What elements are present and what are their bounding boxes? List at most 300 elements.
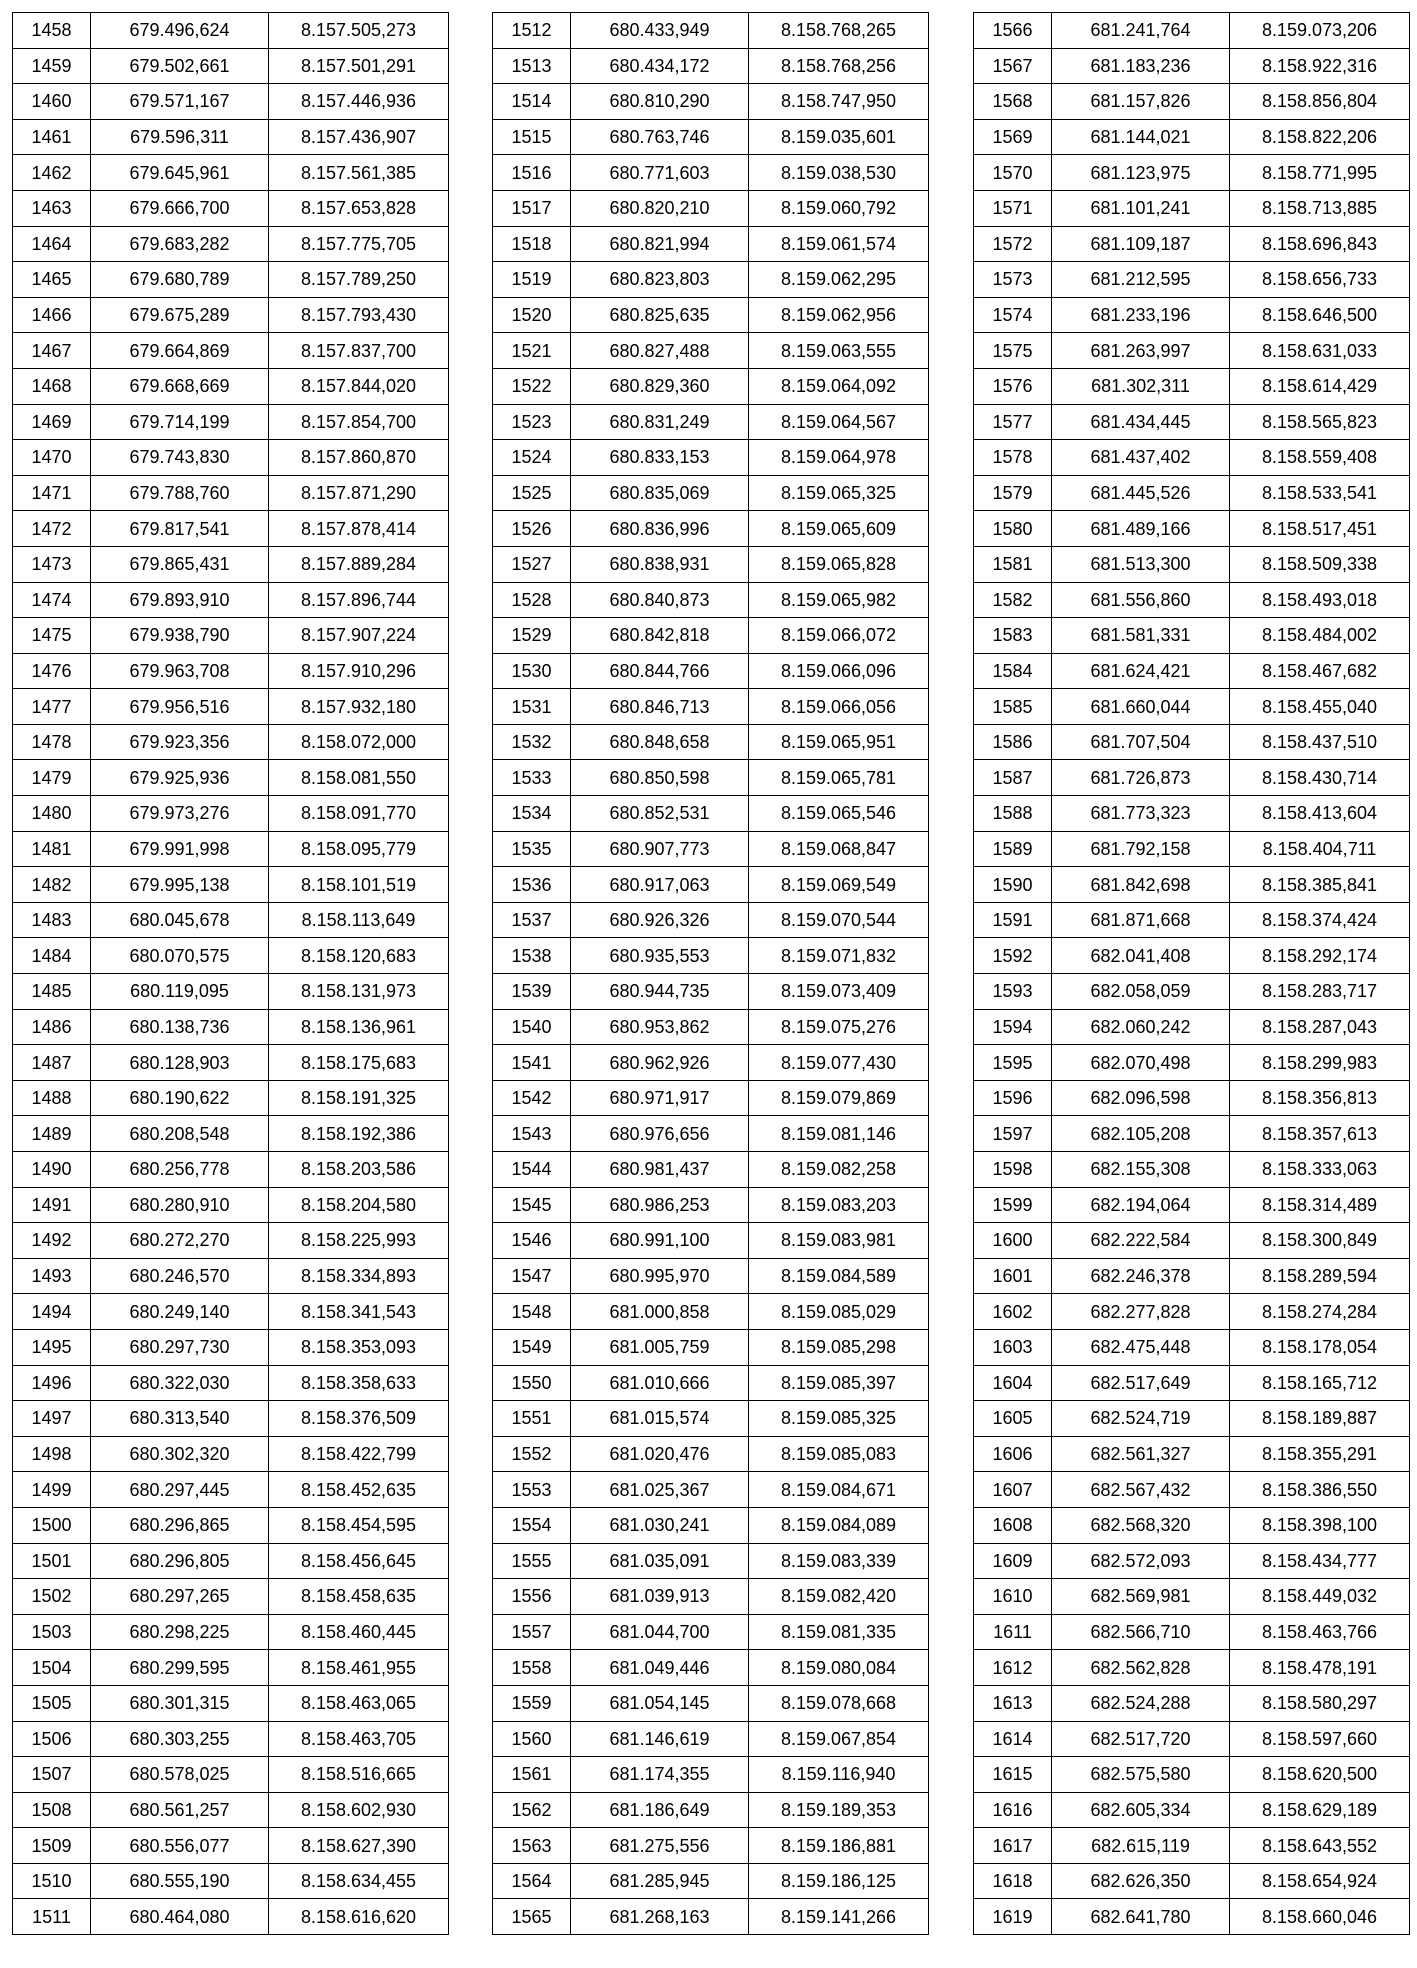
y-coordinate-cell: 8.157.910,296 (269, 653, 449, 689)
point-id-cell: 1475 (13, 618, 91, 654)
point-id-cell: 1488 (13, 1080, 91, 1116)
y-coordinate-cell: 8.158.437,510 (1230, 724, 1410, 760)
table-row (13, 1899, 449, 1935)
table-row (974, 404, 1410, 440)
x-coordinate-cell: 680.825,635 (571, 297, 749, 333)
point-id-cell: 1615 (974, 1757, 1052, 1793)
point-id-cell: 1465 (13, 262, 91, 298)
x-coordinate-cell: 680.297,265 (91, 1579, 269, 1615)
y-coordinate-cell: 8.159.066,072 (749, 618, 929, 654)
x-coordinate-cell: 681.020,476 (571, 1436, 749, 1472)
table-row (974, 1899, 1410, 1935)
point-id-cell: 1616 (974, 1792, 1052, 1828)
point-id-cell: 1512 (493, 13, 571, 49)
x-coordinate-cell: 681.842,698 (1052, 867, 1230, 903)
y-coordinate-cell: 8.158.434,777 (1230, 1543, 1410, 1579)
x-coordinate-cell: 679.714,199 (91, 404, 269, 440)
x-coordinate-cell: 681.792,158 (1052, 831, 1230, 867)
x-coordinate-cell: 681.025,367 (571, 1472, 749, 1508)
table-row (974, 13, 1410, 49)
point-id-cell: 1570 (974, 155, 1052, 191)
x-coordinate-cell: 680.821,994 (571, 226, 749, 262)
x-coordinate-cell: 680.810,290 (571, 84, 749, 120)
x-coordinate-cell: 681.186,649 (571, 1792, 749, 1828)
y-coordinate-cell: 8.158.081,550 (269, 760, 449, 796)
x-coordinate-cell: 681.101,241 (1052, 190, 1230, 226)
table-row (974, 511, 1410, 547)
table-row (493, 1152, 929, 1188)
table-row (493, 226, 929, 262)
point-id-cell: 1521 (493, 333, 571, 369)
table-row (13, 582, 449, 618)
y-coordinate-cell: 8.159.071,832 (749, 938, 929, 974)
x-coordinate-cell: 681.174,355 (571, 1757, 749, 1793)
point-id-cell: 1516 (493, 155, 571, 191)
table-row (974, 1721, 1410, 1757)
table-row (493, 1650, 929, 1686)
x-coordinate-cell: 680.434,172 (571, 48, 749, 84)
point-id-cell: 1525 (493, 475, 571, 511)
x-coordinate-cell: 679.645,961 (91, 155, 269, 191)
x-coordinate-cell: 682.641,780 (1052, 1899, 1230, 1935)
y-coordinate-cell: 8.158.091,770 (269, 796, 449, 832)
point-id-cell: 1589 (974, 831, 1052, 867)
y-coordinate-cell: 8.158.289,594 (1230, 1258, 1410, 1294)
table-row (493, 84, 929, 120)
point-id-cell: 1473 (13, 546, 91, 582)
table-row (13, 119, 449, 155)
table-row (974, 190, 1410, 226)
y-coordinate-cell: 8.159.065,951 (749, 724, 929, 760)
table-row (974, 155, 1410, 191)
x-coordinate-cell: 681.005,759 (571, 1329, 749, 1365)
y-coordinate-cell: 8.158.449,032 (1230, 1579, 1410, 1615)
y-coordinate-cell: 8.158.458,635 (269, 1579, 449, 1615)
point-id-cell: 1496 (13, 1365, 91, 1401)
x-coordinate-cell: 682.569,981 (1052, 1579, 1230, 1615)
x-coordinate-cell: 680.991,100 (571, 1223, 749, 1259)
table-row (13, 1152, 449, 1188)
y-coordinate-cell: 8.159.035,601 (749, 119, 929, 155)
x-coordinate-cell: 681.445,526 (1052, 475, 1230, 511)
point-id-cell: 1476 (13, 653, 91, 689)
point-id-cell: 1610 (974, 1579, 1052, 1615)
table-row (974, 546, 1410, 582)
y-coordinate-cell: 8.157.505,273 (269, 13, 449, 49)
table-row (974, 974, 1410, 1010)
table-row (493, 1294, 929, 1330)
x-coordinate-cell: 681.109,187 (1052, 226, 1230, 262)
table-row (493, 1258, 929, 1294)
x-coordinate-cell: 680.313,540 (91, 1401, 269, 1437)
y-coordinate-cell: 8.159.085,083 (749, 1436, 929, 1472)
point-id-cell: 1562 (493, 1792, 571, 1828)
y-coordinate-cell: 8.158.292,174 (1230, 938, 1410, 974)
table-row (974, 119, 1410, 155)
point-id-cell: 1609 (974, 1543, 1052, 1579)
point-id-cell: 1581 (974, 546, 1052, 582)
point-id-cell: 1520 (493, 297, 571, 333)
x-coordinate-cell: 679.995,138 (91, 867, 269, 903)
point-id-cell: 1618 (974, 1863, 1052, 1899)
table-row (13, 1009, 449, 1045)
table-row (493, 1614, 929, 1650)
y-coordinate-cell: 8.158.643,552 (1230, 1828, 1410, 1864)
table-row (493, 190, 929, 226)
table-row (974, 1614, 1410, 1650)
x-coordinate-cell: 679.675,289 (91, 297, 269, 333)
x-coordinate-cell: 680.842,818 (571, 618, 749, 654)
point-id-cell: 1494 (13, 1294, 91, 1330)
table-row (974, 1116, 1410, 1152)
y-coordinate-cell: 8.158.463,065 (269, 1685, 449, 1721)
y-coordinate-cell: 8.158.455,040 (1230, 689, 1410, 725)
x-coordinate-cell: 681.183,236 (1052, 48, 1230, 84)
x-coordinate-cell: 681.049,446 (571, 1650, 749, 1686)
y-coordinate-cell: 8.157.653,828 (269, 190, 449, 226)
y-coordinate-cell: 8.159.082,258 (749, 1152, 929, 1188)
table-row (974, 1828, 1410, 1864)
table-row (13, 1614, 449, 1650)
point-id-cell: 1550 (493, 1365, 571, 1401)
point-id-cell: 1477 (13, 689, 91, 725)
point-id-cell: 1489 (13, 1116, 91, 1152)
y-coordinate-cell: 8.158.516,665 (269, 1757, 449, 1793)
point-id-cell: 1487 (13, 1045, 91, 1081)
table-row (974, 333, 1410, 369)
x-coordinate-cell: 681.044,700 (571, 1614, 749, 1650)
x-coordinate-cell: 680.322,030 (91, 1365, 269, 1401)
point-id-cell: 1612 (974, 1650, 1052, 1686)
x-coordinate-cell: 680.840,873 (571, 582, 749, 618)
x-coordinate-cell: 680.848,658 (571, 724, 749, 760)
table-row (13, 1650, 449, 1686)
x-coordinate-cell: 680.935,553 (571, 938, 749, 974)
x-coordinate-cell: 679.956,516 (91, 689, 269, 725)
y-coordinate-cell: 8.158.656,733 (1230, 262, 1410, 298)
point-id-cell: 1543 (493, 1116, 571, 1152)
x-coordinate-cell: 680.844,766 (571, 653, 749, 689)
x-coordinate-cell: 681.581,331 (1052, 618, 1230, 654)
y-coordinate-cell: 8.159.084,671 (749, 1472, 929, 1508)
x-coordinate-cell: 682.626,350 (1052, 1863, 1230, 1899)
y-coordinate-cell: 8.158.533,541 (1230, 475, 1410, 511)
x-coordinate-cell: 682.041,408 (1052, 938, 1230, 974)
x-coordinate-cell: 679.893,910 (91, 582, 269, 618)
table-row (13, 368, 449, 404)
table-row (13, 84, 449, 120)
y-coordinate-cell: 8.159.085,298 (749, 1329, 929, 1365)
x-coordinate-cell: 679.680,789 (91, 262, 269, 298)
y-coordinate-cell: 8.158.178,054 (1230, 1329, 1410, 1365)
table-row (493, 1543, 929, 1579)
point-id-cell: 1601 (974, 1258, 1052, 1294)
point-id-cell: 1528 (493, 582, 571, 618)
point-id-cell: 1563 (493, 1828, 571, 1864)
table-row (493, 119, 929, 155)
x-coordinate-cell: 681.437,402 (1052, 440, 1230, 476)
y-coordinate-cell: 8.159.038,530 (749, 155, 929, 191)
table-row (13, 511, 449, 547)
y-coordinate-cell: 8.159.064,567 (749, 404, 929, 440)
x-coordinate-cell: 680.981,437 (571, 1152, 749, 1188)
x-coordinate-cell: 681.707,504 (1052, 724, 1230, 760)
table-row (13, 440, 449, 476)
y-coordinate-cell: 8.159.064,092 (749, 368, 929, 404)
x-coordinate-cell: 682.070,498 (1052, 1045, 1230, 1081)
y-coordinate-cell: 8.157.844,020 (269, 368, 449, 404)
x-coordinate-cell: 680.280,910 (91, 1187, 269, 1223)
y-coordinate-cell: 8.159.079,869 (749, 1080, 929, 1116)
x-coordinate-cell: 682.562,828 (1052, 1650, 1230, 1686)
x-coordinate-cell: 682.155,308 (1052, 1152, 1230, 1188)
table-row (13, 1472, 449, 1508)
x-coordinate-cell: 680.907,773 (571, 831, 749, 867)
x-coordinate-cell: 679.666,700 (91, 190, 269, 226)
y-coordinate-cell: 8.157.932,180 (269, 689, 449, 725)
table-row (493, 1187, 929, 1223)
point-id-cell: 1592 (974, 938, 1052, 974)
x-coordinate-cell: 680.986,253 (571, 1187, 749, 1223)
table-row (13, 48, 449, 84)
point-id-cell: 1535 (493, 831, 571, 867)
table-row (493, 1685, 929, 1721)
x-coordinate-cell: 680.835,069 (571, 475, 749, 511)
point-id-cell: 1507 (13, 1757, 91, 1793)
x-coordinate-cell: 681.146,619 (571, 1721, 749, 1757)
point-id-cell: 1540 (493, 1009, 571, 1045)
table-row (493, 867, 929, 903)
y-coordinate-cell: 8.158.463,766 (1230, 1614, 1410, 1650)
y-coordinate-cell: 8.158.353,093 (269, 1329, 449, 1365)
x-coordinate-cell: 682.517,720 (1052, 1721, 1230, 1757)
y-coordinate-cell: 8.158.580,297 (1230, 1685, 1410, 1721)
table-row (974, 1472, 1410, 1508)
point-id-cell: 1611 (974, 1614, 1052, 1650)
point-id-cell: 1577 (974, 404, 1052, 440)
point-id-cell: 1534 (493, 796, 571, 832)
point-id-cell: 1578 (974, 440, 1052, 476)
x-coordinate-cell: 680.976,656 (571, 1116, 749, 1152)
y-coordinate-cell: 8.157.446,936 (269, 84, 449, 120)
table-row (13, 1116, 449, 1152)
y-coordinate-cell: 8.158.771,995 (1230, 155, 1410, 191)
table-row (974, 1507, 1410, 1543)
x-coordinate-cell: 680.971,917 (571, 1080, 749, 1116)
x-coordinate-cell: 682.058,059 (1052, 974, 1230, 1010)
x-coordinate-cell: 681.513,300 (1052, 546, 1230, 582)
point-id-cell: 1467 (13, 333, 91, 369)
y-coordinate-cell: 8.159.083,981 (749, 1223, 929, 1259)
x-coordinate-cell: 682.524,288 (1052, 1685, 1230, 1721)
point-id-cell: 1602 (974, 1294, 1052, 1330)
point-id-cell: 1556 (493, 1579, 571, 1615)
y-coordinate-cell: 8.159.186,881 (749, 1828, 929, 1864)
y-coordinate-cell: 8.159.085,029 (749, 1294, 929, 1330)
point-id-cell: 1510 (13, 1863, 91, 1899)
point-id-cell: 1495 (13, 1329, 91, 1365)
y-coordinate-cell: 8.158.299,983 (1230, 1045, 1410, 1081)
y-coordinate-cell: 8.159.065,609 (749, 511, 929, 547)
table-row (493, 155, 929, 191)
x-coordinate-cell: 682.475,448 (1052, 1329, 1230, 1365)
point-id-cell: 1483 (13, 902, 91, 938)
y-coordinate-cell: 8.158.747,950 (749, 84, 929, 120)
x-coordinate-cell: 682.517,649 (1052, 1365, 1230, 1401)
y-coordinate-cell: 8.159.062,295 (749, 262, 929, 298)
table-row (13, 1045, 449, 1081)
point-id-cell: 1572 (974, 226, 1052, 262)
y-coordinate-cell: 8.158.095,779 (269, 831, 449, 867)
y-coordinate-cell: 8.159.069,549 (749, 867, 929, 903)
x-coordinate-cell: 681.871,668 (1052, 902, 1230, 938)
x-coordinate-cell: 681.263,997 (1052, 333, 1230, 369)
table-row (493, 13, 929, 49)
x-coordinate-cell: 680.272,270 (91, 1223, 269, 1259)
table-row (13, 689, 449, 725)
x-coordinate-cell: 679.664,869 (91, 333, 269, 369)
table-row (493, 1899, 929, 1935)
point-id-cell: 1509 (13, 1828, 91, 1864)
x-coordinate-cell: 680.852,531 (571, 796, 749, 832)
table-row (493, 760, 929, 796)
point-id-cell: 1568 (974, 84, 1052, 120)
table-row (13, 938, 449, 974)
table-row (493, 1045, 929, 1081)
point-id-cell: 1600 (974, 1223, 1052, 1259)
x-coordinate-cell: 680.299,595 (91, 1650, 269, 1686)
x-coordinate-cell: 679.938,790 (91, 618, 269, 654)
x-coordinate-cell: 680.190,622 (91, 1080, 269, 1116)
x-coordinate-cell: 682.568,320 (1052, 1507, 1230, 1543)
table-row (493, 1009, 929, 1045)
x-coordinate-cell: 679.743,830 (91, 440, 269, 476)
point-id-cell: 1549 (493, 1329, 571, 1365)
point-id-cell: 1529 (493, 618, 571, 654)
x-coordinate-cell: 680.838,931 (571, 546, 749, 582)
x-coordinate-cell: 679.502,661 (91, 48, 269, 84)
point-id-cell: 1493 (13, 1258, 91, 1294)
y-coordinate-cell: 8.158.376,509 (269, 1401, 449, 1437)
point-id-cell: 1485 (13, 974, 91, 1010)
point-id-cell: 1544 (493, 1152, 571, 1188)
point-id-cell: 1584 (974, 653, 1052, 689)
y-coordinate-cell: 8.158.300,849 (1230, 1223, 1410, 1259)
y-coordinate-cell: 8.158.822,206 (1230, 119, 1410, 155)
table-row (974, 1792, 1410, 1828)
x-coordinate-cell: 682.060,242 (1052, 1009, 1230, 1045)
point-id-cell: 1603 (974, 1329, 1052, 1365)
y-coordinate-cell: 8.159.066,096 (749, 653, 929, 689)
y-coordinate-cell: 8.158.398,100 (1230, 1507, 1410, 1543)
table-row (974, 582, 1410, 618)
y-coordinate-cell: 8.158.404,711 (1230, 831, 1410, 867)
x-coordinate-cell: 680.119,095 (91, 974, 269, 1010)
x-coordinate-cell: 680.433,949 (571, 13, 749, 49)
x-coordinate-cell: 681.144,021 (1052, 119, 1230, 155)
x-coordinate-cell: 682.105,208 (1052, 1116, 1230, 1152)
y-coordinate-cell: 8.158.136,961 (269, 1009, 449, 1045)
x-coordinate-cell: 680.917,063 (571, 867, 749, 903)
y-coordinate-cell: 8.158.768,265 (749, 13, 929, 49)
y-coordinate-cell: 8.158.203,586 (269, 1152, 449, 1188)
y-coordinate-cell: 8.159.084,089 (749, 1507, 929, 1543)
table-row (974, 1294, 1410, 1330)
x-coordinate-cell: 680.827,488 (571, 333, 749, 369)
table-row (493, 796, 929, 832)
coordinate-table-1 (12, 12, 449, 1935)
y-coordinate-cell: 8.157.775,705 (269, 226, 449, 262)
point-id-cell: 1468 (13, 368, 91, 404)
table-row (974, 1329, 1410, 1365)
table-row (974, 618, 1410, 654)
x-coordinate-cell: 680.820,210 (571, 190, 749, 226)
y-coordinate-cell: 8.158.341,543 (269, 1294, 449, 1330)
point-id-cell: 1522 (493, 368, 571, 404)
x-coordinate-cell: 679.683,282 (91, 226, 269, 262)
x-coordinate-cell: 681.241,764 (1052, 13, 1230, 49)
x-coordinate-cell: 680.138,736 (91, 1009, 269, 1045)
y-coordinate-cell: 8.158.113,649 (269, 902, 449, 938)
y-coordinate-cell: 8.158.602,930 (269, 1792, 449, 1828)
y-coordinate-cell: 8.157.854,700 (269, 404, 449, 440)
y-coordinate-cell: 8.159.084,589 (749, 1258, 929, 1294)
point-id-cell: 1464 (13, 226, 91, 262)
y-coordinate-cell: 8.158.422,799 (269, 1436, 449, 1472)
x-coordinate-cell: 680.831,249 (571, 404, 749, 440)
x-coordinate-cell: 680.555,190 (91, 1863, 269, 1899)
x-coordinate-cell: 681.275,556 (571, 1828, 749, 1864)
y-coordinate-cell: 8.158.478,191 (1230, 1650, 1410, 1686)
table-row (974, 689, 1410, 725)
table-row (493, 938, 929, 974)
table-row (974, 724, 1410, 760)
table-row (493, 831, 929, 867)
y-coordinate-cell: 8.158.452,635 (269, 1472, 449, 1508)
y-coordinate-cell: 8.159.141,266 (749, 1899, 929, 1935)
point-id-cell: 1497 (13, 1401, 91, 1437)
table-row (493, 511, 929, 547)
point-id-cell: 1555 (493, 1543, 571, 1579)
y-coordinate-cell: 8.158.565,823 (1230, 404, 1410, 440)
point-id-cell: 1617 (974, 1828, 1052, 1864)
point-id-cell: 1608 (974, 1507, 1052, 1543)
y-coordinate-cell: 8.158.165,712 (1230, 1365, 1410, 1401)
table-row (13, 796, 449, 832)
x-coordinate-cell: 680.836,996 (571, 511, 749, 547)
table-row (493, 653, 929, 689)
y-coordinate-cell: 8.158.204,580 (269, 1187, 449, 1223)
y-coordinate-cell: 8.158.597,660 (1230, 1721, 1410, 1757)
x-coordinate-cell: 680.128,903 (91, 1045, 269, 1081)
table-row (974, 902, 1410, 938)
y-coordinate-cell: 8.158.614,429 (1230, 368, 1410, 404)
y-coordinate-cell: 8.158.430,714 (1230, 760, 1410, 796)
table-row (13, 974, 449, 1010)
point-id-cell: 1505 (13, 1685, 91, 1721)
x-coordinate-cell: 680.846,713 (571, 689, 749, 725)
table-row (13, 1685, 449, 1721)
table-row (13, 333, 449, 369)
table-row (493, 475, 929, 511)
table-row (493, 333, 929, 369)
table-row (974, 1152, 1410, 1188)
table-row (974, 938, 1410, 974)
point-id-cell: 1471 (13, 475, 91, 511)
x-coordinate-cell: 682.222,584 (1052, 1223, 1230, 1259)
point-id-cell: 1531 (493, 689, 571, 725)
x-coordinate-cell: 680.850,598 (571, 760, 749, 796)
